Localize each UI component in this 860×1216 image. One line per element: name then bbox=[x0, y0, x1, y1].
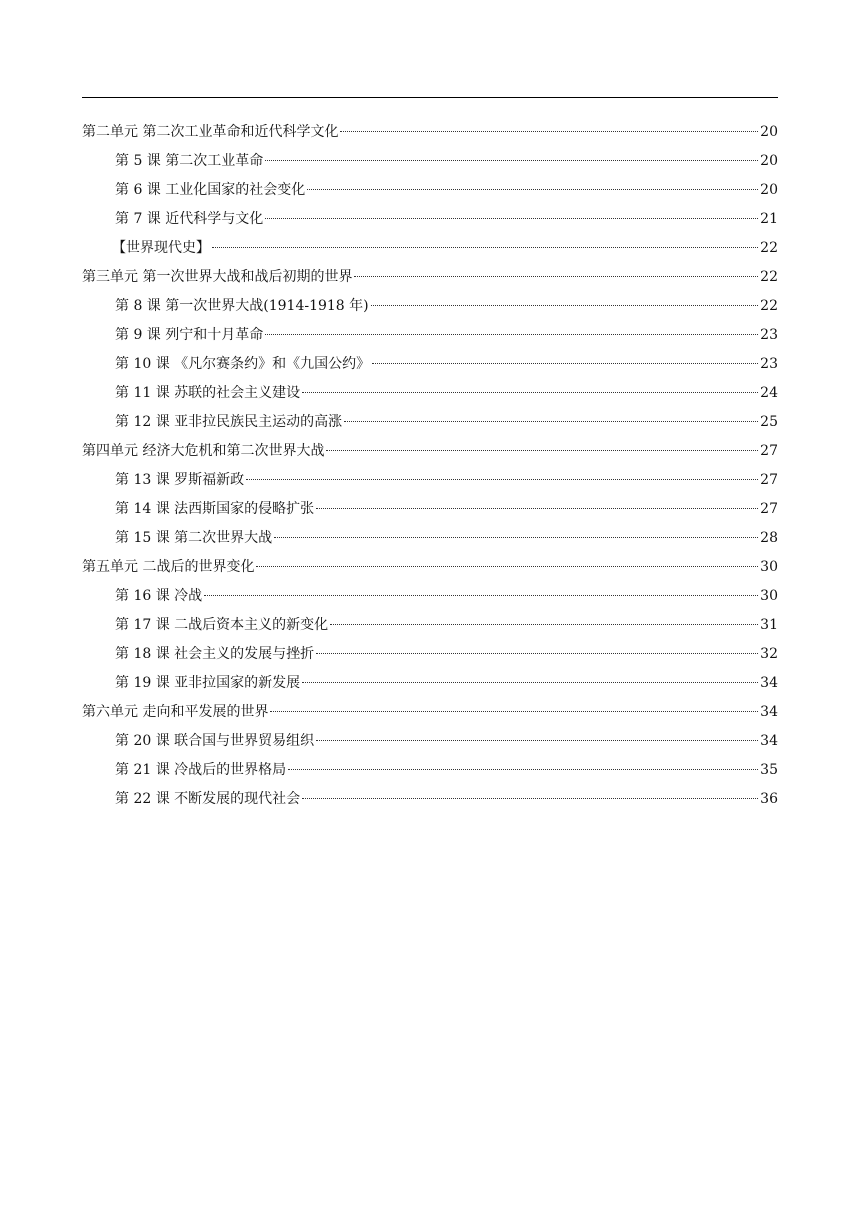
toc-entry-lesson-21[interactable] bbox=[82, 756, 778, 785]
toc-entry-page-number: 23 bbox=[760, 356, 778, 372]
toc-entry-lesson-18[interactable] bbox=[82, 640, 778, 669]
dot-leader bbox=[344, 421, 758, 422]
toc-entry-label: 第 19 课 亚非拉国家的新发展 bbox=[115, 675, 301, 691]
dot-leader bbox=[372, 363, 758, 364]
table-of-contents bbox=[82, 118, 778, 814]
toc-entry-page-number: 24 bbox=[760, 385, 778, 401]
toc-entry-label: 第 7 课 近代科学与文化 bbox=[115, 211, 264, 227]
toc-entry-label: 第三单元 第一次世界大战和战后初期的世界 bbox=[82, 269, 353, 285]
toc-entry-page-number: 20 bbox=[760, 124, 778, 140]
toc-entry-lesson-7[interactable] bbox=[82, 205, 778, 234]
toc-entry-label: 第 6 课 工业化国家的社会变化 bbox=[115, 182, 306, 198]
dot-leader bbox=[246, 479, 758, 480]
toc-entry-lesson-11[interactable] bbox=[82, 379, 778, 408]
toc-entry-page-number: 32 bbox=[760, 646, 778, 662]
toc-entry-unit-5[interactable] bbox=[82, 553, 778, 582]
toc-entry-section-modern-world-history[interactable] bbox=[82, 234, 778, 263]
toc-entry-label: 第 13 课 罗斯福新政 bbox=[115, 472, 245, 488]
toc-entry-lesson-13[interactable] bbox=[82, 466, 778, 495]
toc-entry-label: 第六单元 走向和平发展的世界 bbox=[82, 704, 269, 720]
toc-entry-label: 第 17 课 二战后资本主义的新变化 bbox=[115, 617, 329, 633]
toc-entry-lesson-5[interactable] bbox=[82, 147, 778, 176]
toc-entry-label: 第 9 课 列宁和十月革命 bbox=[115, 327, 264, 343]
toc-entry-label: 第 12 课 亚非拉民族民主运动的高涨 bbox=[115, 414, 343, 430]
dot-leader bbox=[270, 711, 758, 712]
dot-leader bbox=[288, 769, 758, 770]
dot-leader bbox=[302, 798, 758, 799]
toc-entry-unit-6[interactable] bbox=[82, 698, 778, 727]
dot-leader bbox=[265, 334, 758, 335]
dot-leader bbox=[316, 653, 758, 654]
dot-leader bbox=[256, 566, 758, 567]
toc-entry-page-number: 27 bbox=[760, 501, 778, 517]
toc-entry-page-number: 22 bbox=[760, 240, 778, 256]
toc-entry-lesson-8[interactable] bbox=[82, 292, 778, 321]
toc-entry-label: 第 20 课 联合国与世界贸易组织 bbox=[115, 733, 315, 749]
toc-entry-label: 第 8 课 第一次世界大战(1914-1918 年) bbox=[115, 298, 369, 314]
toc-entry-lesson-22[interactable] bbox=[82, 785, 778, 814]
toc-entry-label: 【世界现代史】 bbox=[112, 240, 210, 256]
dot-leader bbox=[340, 131, 758, 132]
toc-entry-label: 第 10 课 《凡尔赛条约》和《九国公约》 bbox=[115, 356, 371, 372]
dot-leader bbox=[330, 624, 758, 625]
toc-entry-lesson-9[interactable] bbox=[82, 321, 778, 350]
toc-entry-page-number: 22 bbox=[760, 269, 778, 285]
toc-entry-page-number: 34 bbox=[760, 675, 778, 691]
toc-entry-unit-4[interactable] bbox=[82, 437, 778, 466]
toc-entry-page-number: 20 bbox=[760, 182, 778, 198]
toc-entry-label: 第 18 课 社会主义的发展与挫折 bbox=[115, 646, 315, 662]
toc-entry-lesson-16[interactable] bbox=[82, 582, 778, 611]
toc-entry-lesson-6[interactable] bbox=[82, 176, 778, 205]
toc-entry-page-number: 23 bbox=[760, 327, 778, 343]
toc-entry-label: 第 15 课 第二次世界大战 bbox=[115, 530, 273, 546]
toc-entry-lesson-17[interactable] bbox=[82, 611, 778, 640]
toc-entry-label: 第 5 课 第二次工业革命 bbox=[115, 153, 264, 169]
dot-leader bbox=[354, 276, 758, 277]
toc-entry-lesson-14[interactable] bbox=[82, 495, 778, 524]
toc-entry-page-number: 21 bbox=[760, 211, 778, 227]
toc-entry-page-number: 36 bbox=[760, 791, 778, 807]
dot-leader bbox=[316, 740, 758, 741]
toc-entry-page-number: 25 bbox=[760, 414, 778, 430]
dot-leader bbox=[265, 218, 758, 219]
toc-entry-page-number: 34 bbox=[760, 704, 778, 720]
toc-entry-label: 第五单元 二战后的世界变化 bbox=[82, 559, 255, 575]
toc-entry-page-number: 28 bbox=[760, 530, 778, 546]
toc-entry-page-number: 27 bbox=[760, 443, 778, 459]
toc-entry-unit-3[interactable] bbox=[82, 263, 778, 292]
header-rule bbox=[82, 97, 778, 98]
toc-entry-page-number: 31 bbox=[760, 617, 778, 633]
toc-entry-page-number: 20 bbox=[760, 153, 778, 169]
toc-entry-label: 第 16 课 冷战 bbox=[115, 588, 203, 604]
dot-leader bbox=[326, 450, 758, 451]
toc-entry-label: 第 22 课 不断发展的现代社会 bbox=[115, 791, 301, 807]
toc-entry-label: 第 21 课 冷战后的世界格局 bbox=[115, 762, 287, 778]
toc-entry-lesson-10[interactable] bbox=[82, 350, 778, 379]
toc-entry-page-number: 30 bbox=[760, 559, 778, 575]
toc-entry-label: 第 11 课 苏联的社会主义建设 bbox=[115, 385, 301, 401]
toc-entry-lesson-12[interactable] bbox=[82, 408, 778, 437]
toc-entry-label: 第二单元 第二次工业革命和近代科学文化 bbox=[82, 124, 339, 140]
toc-entry-lesson-19[interactable] bbox=[82, 669, 778, 698]
dot-leader bbox=[302, 682, 758, 683]
dot-leader bbox=[307, 189, 758, 190]
toc-entry-page-number: 35 bbox=[760, 762, 778, 778]
toc-entry-label: 第四单元 经济大危机和第二次世界大战 bbox=[82, 443, 325, 459]
dot-leader bbox=[371, 305, 759, 306]
toc-entry-page-number: 34 bbox=[760, 733, 778, 749]
toc-entry-lesson-20[interactable] bbox=[82, 727, 778, 756]
dot-leader bbox=[274, 537, 758, 538]
toc-entry-unit-2[interactable] bbox=[82, 118, 778, 147]
toc-entry-lesson-15[interactable] bbox=[82, 524, 778, 553]
toc-entry-page-number: 22 bbox=[760, 298, 778, 314]
dot-leader bbox=[212, 247, 758, 248]
toc-entry-label: 第 14 课 法西斯国家的侵略扩张 bbox=[115, 501, 315, 517]
dot-leader bbox=[204, 595, 758, 596]
toc-entry-page-number: 27 bbox=[760, 472, 778, 488]
dot-leader bbox=[316, 508, 758, 509]
dot-leader bbox=[265, 160, 758, 161]
toc-entry-page-number: 30 bbox=[760, 588, 778, 604]
dot-leader bbox=[302, 392, 758, 393]
